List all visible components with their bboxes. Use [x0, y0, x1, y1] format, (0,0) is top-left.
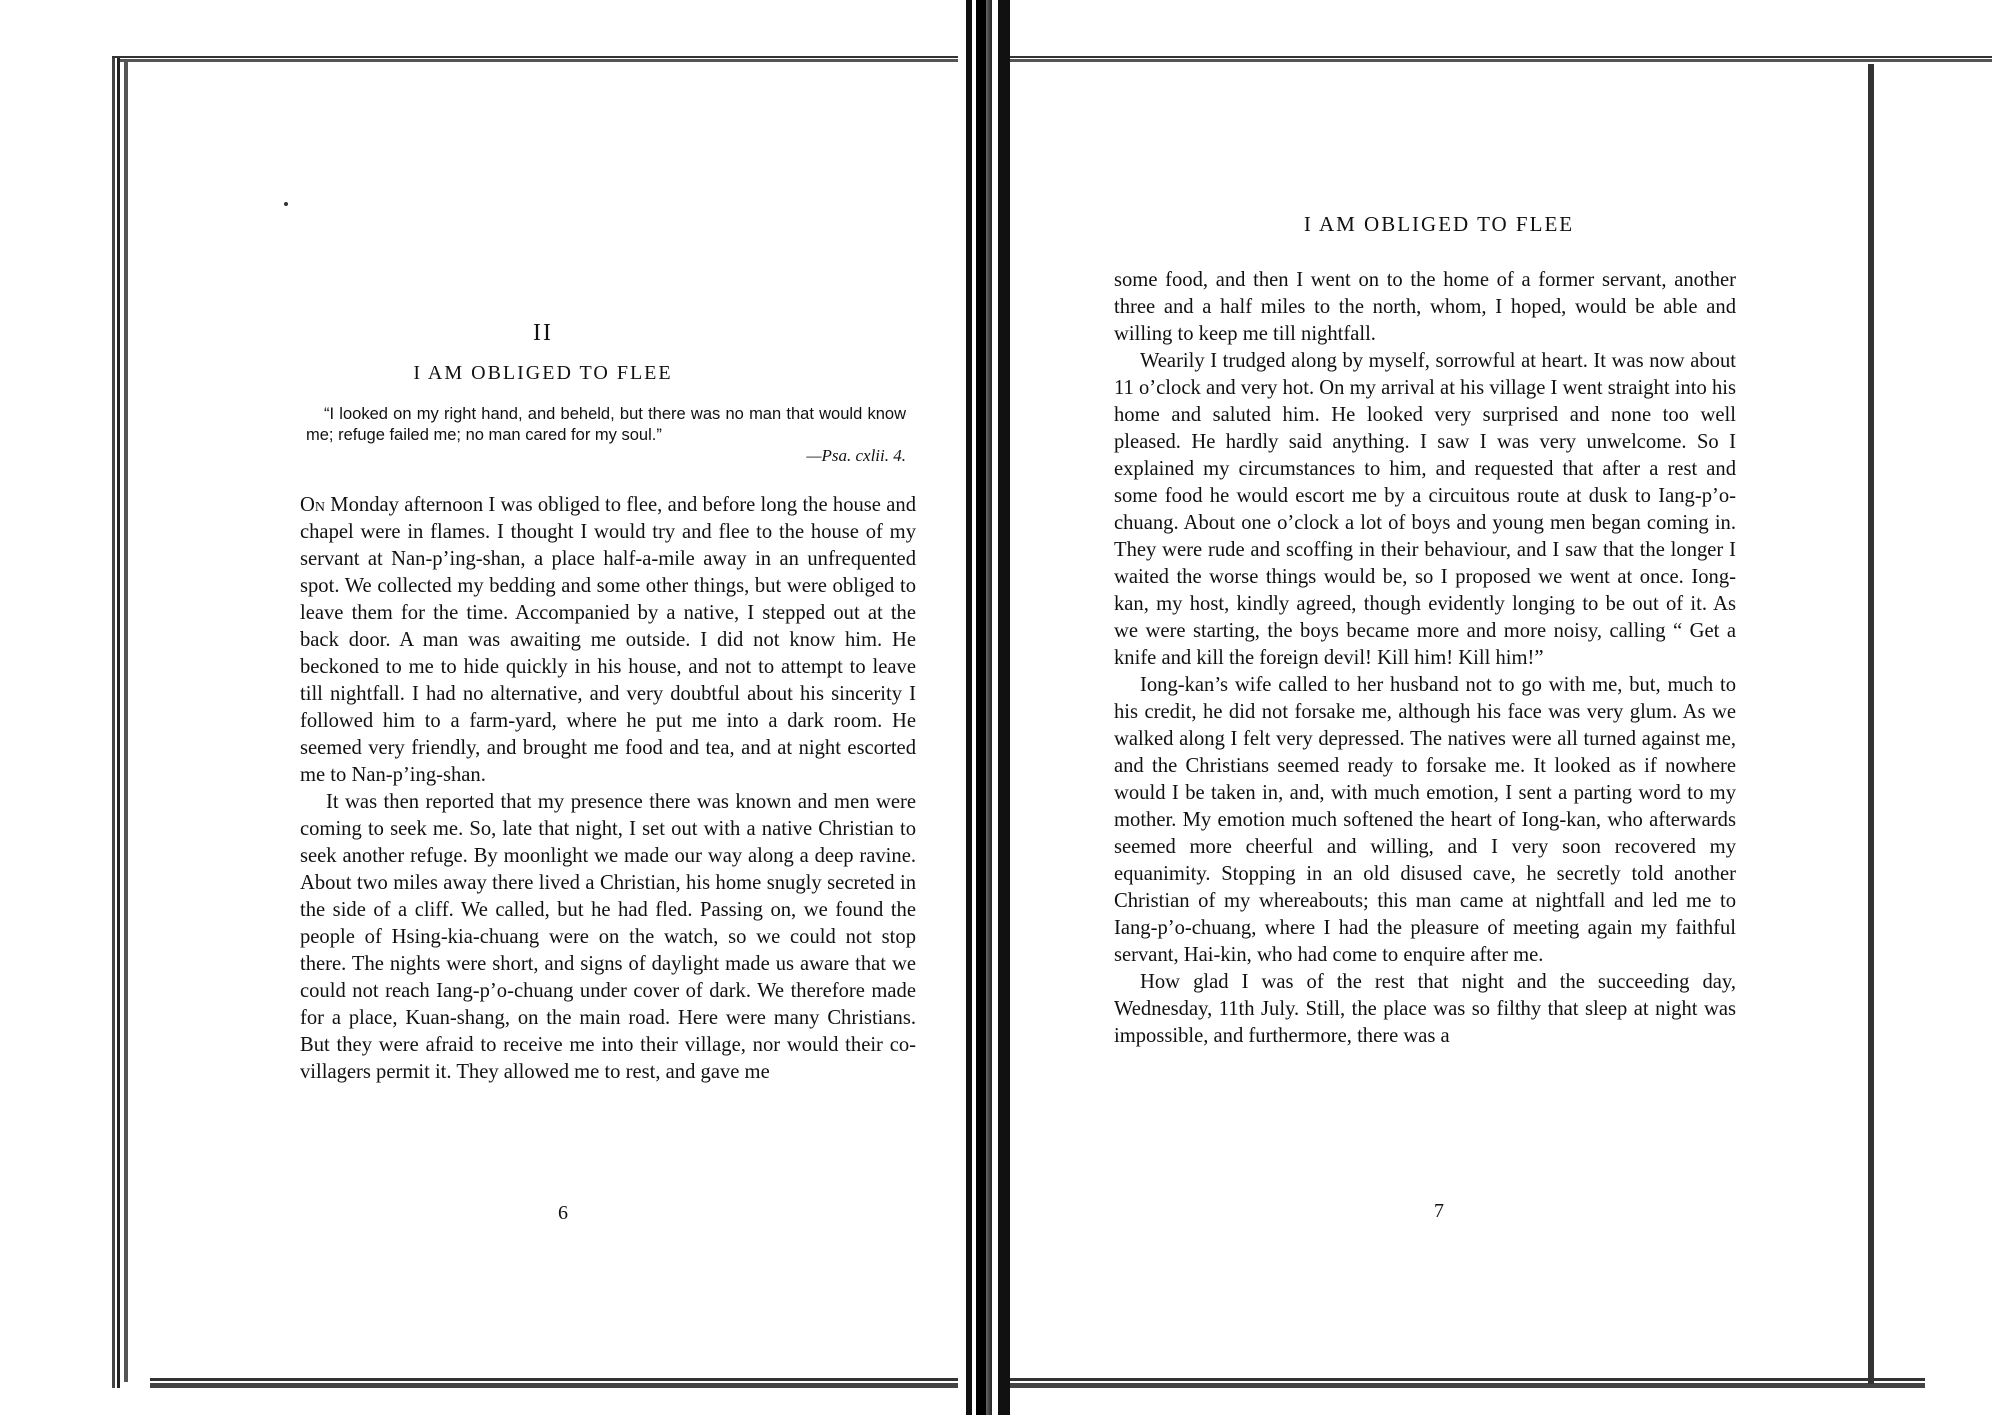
- page-edge-bottom: [150, 1378, 1925, 1388]
- page-number: 7: [1434, 1200, 1444, 1222]
- paragraph: It was then reported that my presence there was known and men were coming to seek me. So, late that night, I set out with a native Christian to seek another refuge. By moonlight we made our way along a deep ravine. About two miles away there lived a Christian, his home snugly secreted in the side of a cliff. We called, but he had fled. Passing on, we found the people of Hsing-kia-chuang were on the watch, so we could not stop there. The nights were short, and signs of daylight made us aware that we could not reach Iang-p’o-chuang under cover of dark. We therefore made for a place, Kuan-shang, on the main road. Here were many Christians. But they were afraid to receive me into their village, nor would their co-villagers permit it. They allowed me to rest, and gave me: [300, 791, 916, 1083]
- scan-speck: [284, 202, 288, 206]
- running-head: I AM OBLIGED TO FLEE: [1303, 212, 1575, 236]
- lead-word: On: [300, 494, 325, 516]
- left-page: [128, 62, 958, 1378]
- right-body-text: [1114, 267, 1736, 1050]
- paragraph-text: Monday afternoon I was obliged to flee, and before long the house and chapel were in flames. I thought I would try and flee to the house of my servant at Nan-p’ing-shan, a place half-a-mile away in an unfrequented spot. We collected my bedding and some other things, but were obliged to leave them for the time. Accompanied by a native, I stepped out at the back door. A man was awaiting me outside. I did not know him. He beckoned to me to hide quickly in his house, and not to attempt to leave till nightfall. I had no alternative, and very doubtful about his sincerity I followed him to a farm-yard, where he put me into a dark room. He seemed very friendly, and brought me food and tea, and at night escorted me to Nan-p’ing-shan.: [300, 494, 916, 786]
- chapter-number: II: [533, 320, 553, 346]
- paragraph: [300, 492, 916, 789]
- paragraph: Iong-kan’s wife called to her husband not to go with me, but, much to his credit, he did not forsake me, although his face was very glum. As we walked along I felt very depressed. The natives were all turned against me, and the Christians seemed ready to forsake me. It looked as if nowhere would I be taken in, and, with much emotion, I sent a parting word to my mother. My emotion much softened the heart of Iong-kan, who afterwards seemed more cheerful and willing, and I very soon recovered my equanimity. Stopping in an old disused cave, he secretly told another Christian of my whereabouts; this man came at nightfall and led me to Iang-p’o-chuang, where I had the pleasure of meeting again my faithful servant, Hai-kin, who had come to enquire after me.: [1114, 674, 1736, 966]
- epigraph-source: —Psa. cxlii. 4.: [806, 446, 906, 465]
- paragraph: some food, and then I went on to the home of a former servant, another three and a half miles to the north, whom, I hoped, would be able and willing to keep me till nightfall.: [1114, 269, 1736, 345]
- page-number: 6: [558, 1202, 568, 1224]
- right-page: [1010, 62, 1868, 1378]
- page-edge-right: [1868, 64, 1874, 1384]
- paragraph: Wearily I trudged along by myself, sorrowful at heart. It was now about 11 o’clock and very hot. On my arrival at his village I went straight into his home and saluted him. He looked very surprised and none too well pleased. He hardly said anything. I saw I was very unwelcome. So I explained my circumstances to him, and requested that after a rest and some food he would escort me by a circuitous route at dusk to Iang-p’o-chuang. About one o’clock a lot of boys and young men began coming in. They were rude and scoffing in their behaviour, and I saw that the longer I waited the worse things would be, so I proposed we went at once. Iong-kan, my host, kindly agreed, though evidently longing to be out of it. As we were starting, the boys became more and more noisy, calling “ Get a knife and kill the foreign devil! Kill him! Kill him!”: [1114, 350, 1736, 669]
- page-edge-left: [112, 58, 120, 1388]
- paragraph: How glad I was of the rest that night and the succeeding day, Wednesday, 11th July. Still, the place was so filthy that sleep at night was impossible, and furthermore, there was a: [1114, 971, 1736, 1047]
- left-body-text: [300, 492, 916, 1086]
- chapter-title: I AM OBLIGED TO FLEE: [413, 362, 673, 384]
- epigraph: “I looked on my right hand, and beheld, but there was no man that would know me; refuge failed me; no man cared for my soul.”: [306, 405, 906, 444]
